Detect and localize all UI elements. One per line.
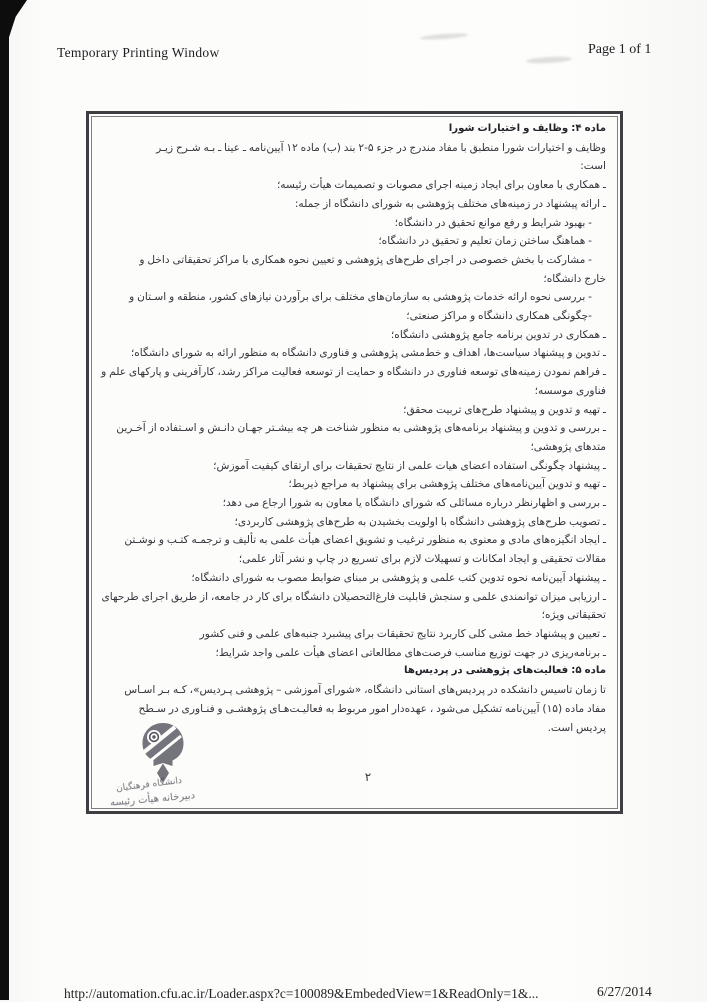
document-line: مقالات تحقیقی و ایجاد امکانات و تسهیلات لازم برای تسریع در چاپ و نشر آثار علمی؛ [238, 553, 606, 566]
document-line: پردیس است. [547, 721, 606, 734]
document-line: ـ ارزیابی میزان توانمندی علمی و سنجش قابلیت فارغ‌التحصیلان دانشگاه برای کار در جامعه، از طریق اجرای طرحهای [101, 590, 606, 603]
document-line: ـ ارائه پیشنهاد در زمینه‌های مختلف پژوهشی به شورای دانشگاه از جمله: [294, 197, 606, 210]
stamp-office-name: دبیرخانه هیأت رئیسه [109, 790, 196, 809]
document-line: تا زمان تاسیس دانشکده در پردیس‌های استانی دانشگاه، «شورای آموزشی – پژوهشی پـردیس»، کـه بـر اسـاس [124, 684, 606, 697]
print-date: 6/27/2014 [597, 984, 652, 999]
document-line: ـ بررسی و تدوین و پیشنهاد برنامه‌های پژوهشی به منظور شناخت هر چه بیشـتر جهـان دانـش و اسـتفاده از آخـرین [116, 422, 606, 435]
document-line: - مشارکت با بخش خصوصی در اجرای طرح‌های پژوهشی و تعیین نحوه همکاری با مراکز تحقیقاتی داخل و [139, 253, 592, 266]
document-line: ـ تدوین و پیشنهاد سیاست‌ها، اهداف و خط‌مشی پژوهشی و فناوری دانشگاه به منظور ارائه به شورای دانشگاه؛ [130, 347, 606, 360]
document-line: تحقیقاتی ویژه؛ [541, 609, 606, 622]
document-line: ـ ایجاد انگیزه‌های مادی و معنوی به منظور ترغیب و تشویق اعضای هیأت علمی به تألیف و ترجمـه کتـب و نوشـتن [124, 534, 606, 547]
document-line: ـ فراهم نمودن زمینه‌های توسعه فناوری در دانشگاه و حمایت از توسعه فعالیت مراکز رشد، کارآفرینی و پارکهای علم و [101, 366, 606, 379]
document-line: ماده ۴: وظایف و اختیارات شورا [448, 123, 606, 134]
document-line: ماده ۵: فعالیت‌های پژوهشی در پردیس‌ها [404, 665, 606, 677]
document-line: مفاد ماده (۱۵) آیین‌نامه تشکیل می‌شود ، عهده‌دار امور مربوط به فعالیـت‌هـای پژوهشـی و فنـاوری در سـطح [138, 702, 606, 715]
scan-edge-artifact [0, 0, 9, 1000]
document-line: فناوری موسسه؛ [534, 384, 606, 397]
page-indicator: Page 1 of 1 [588, 42, 652, 57]
document-line: است: [580, 160, 606, 173]
document-line: ـ تعیین و پیشنهاد خط مشی کلی کاربرد نتایج تحقیقات برای پیشبرد جنبه‌های علمی و فنی کشور [199, 627, 606, 640]
document-line: ـ بررسی و اظهارنظر درباره مسائلی که شورای دانشگاه یا معاون به شورا ارجاع می دهد؛ [222, 497, 606, 510]
document-line: ـ برنامه‌ریزی در جهت توزیع مناسب فرصت‌های مطالعاتی اعضای هیأت علمی واجد شرایط؛ [215, 646, 606, 659]
document-page-number: ۲ [364, 770, 372, 784]
document-line: -چگونگی همکاری دانشگاه و مراکز صنعتی؛ [406, 310, 592, 323]
scan-smudge [526, 56, 572, 64]
document-line: ـ تهیه و تدوین و پیشنهاد طرح‌های تربیت محقق؛ [403, 403, 606, 416]
document-line: ـ همکاری با معاون برای ایجاد زمینه اجرای مصوبات و تصمیمات هیأت رئیسه؛ [276, 179, 606, 192]
document-body [98, 120, 606, 744]
document-line: متدهای پژوهشی؛ [530, 440, 606, 453]
document-line: ـ تصویب طرح‌های پژوهشی دانشگاه با اولویت بخشیدن به طرح‌های پژوهشی کاربردی؛ [234, 515, 606, 528]
university-stamp [100, 720, 230, 818]
window-title: Temporary Printing Window [57, 45, 220, 60]
document-line: - بهبود شرایط و رفع موانع تحقیق در دانشگاه؛ [394, 216, 592, 229]
stamp-university-name: دانشگاه فرهنگیان [115, 776, 183, 794]
document-line: ـ پیشنهاد آیین‌نامه نحوه تدوین کتب علمی و پژوهشی بر مبنای ضوابط مصوب به شورای دانشگاه؛ [191, 571, 606, 584]
scan-smudge [420, 32, 468, 40]
document-line: خارج دانشگاه؛ [543, 272, 606, 285]
scan-corner-artifact [0, 0, 27, 40]
document-line: - بررسی نحوه ارائه خدمات پژوهشی به سازمان‌های مختلف برای برآوردن نیازهای کشور، منطقه و اسـتان و [129, 291, 592, 304]
document-line: وظایف و اختیارات شورا منطبق با مفاد مندرج در جزء ۵-۲ بند (ب) ماده ۱۲ آیین‌نامه ـ عینا ـ بـه شـرح زیـر [156, 141, 606, 154]
document-line: - هماهنگ ساختن زمان تعلیم و تحقیق در دانشگاه؛ [378, 235, 592, 248]
source-url: http://automation.cfu.ac.ir/Loader.aspx?c=100089&EmbededView=1&ReadOnly=1&... [64, 986, 539, 1001]
document-line: ـ همکاری در تدوین برنامه جامع پژوهشی دانشگاه؛ [390, 328, 606, 341]
document-line: ـ پیشنهاد چگونگی استفاده اعضای هیات علمی از نتایج تحقیقات برای ارتقای کیفیت آموزش؛ [213, 459, 606, 472]
document-line: ـ تهیه و تدوین آیین‌نامه‌های مختلف پژوهشی برای پیشنهاد به مراجع ذیربط؛ [288, 478, 606, 491]
